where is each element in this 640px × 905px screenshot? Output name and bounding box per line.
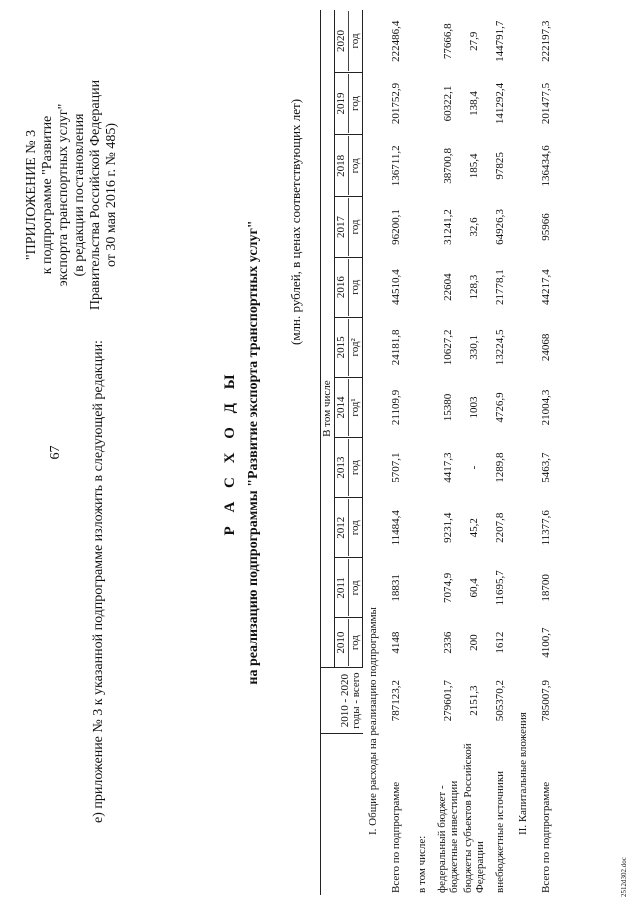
table-cell: 64926,3: [494, 209, 506, 245]
year-word: год: [349, 96, 361, 112]
table-cell: 24068: [540, 333, 552, 362]
table-cell: 60,4: [468, 578, 480, 598]
table-cell: 144791,7: [494, 20, 506, 62]
table-cell: 24181,8: [390, 329, 402, 366]
label-column-header: [321, 734, 363, 895]
table-cell: 11695,7: [494, 570, 506, 606]
year-word: год: [349, 158, 361, 174]
table-cell: 44217,4: [540, 269, 552, 306]
table-cell: 97825: [494, 152, 506, 180]
year-label: 2010: [336, 619, 349, 665]
year-word: год²: [349, 338, 361, 357]
row-label: внебюджетные источники: [494, 770, 506, 893]
year-column-header: [335, 135, 363, 197]
table-cell: 15380: [442, 393, 454, 422]
table-cell: 31241,2: [442, 209, 454, 245]
table-cell: 505370,2: [494, 680, 506, 722]
year-label: 2011: [336, 559, 349, 616]
table-cell: 21004,3: [540, 389, 552, 426]
table-cell: 22604: [442, 273, 454, 301]
year-word: год¹: [349, 398, 361, 417]
table-cell: 4726,9: [494, 392, 506, 423]
section-row: [513, 10, 533, 895]
year-label: 2015: [336, 319, 349, 376]
table-cell: 9231,4: [442, 512, 454, 543]
year-column-header: [335, 72, 363, 134]
table-cell: [409, 197, 435, 257]
table-cell: 11377,6: [540, 510, 552, 546]
table-cell: 185,4: [468, 153, 480, 179]
table-cell: -: [468, 465, 480, 470]
year-column-header: [335, 438, 363, 498]
document-subtitle: на реализацию подпрограммы "Развитие экспорта транспортных услуг": [246, 220, 261, 685]
appendix-title: "ПРИЛОЖЕНИЕ № 3: [24, 129, 39, 261]
table-cell: [409, 317, 435, 377]
year-label: 2017: [336, 198, 349, 255]
intro-text: е) приложение № 3 к указанной подпрограмме изложить в следующей редакции:: [91, 340, 106, 823]
year-column-header: [335, 197, 363, 257]
table-cell: 2151,3: [468, 685, 480, 716]
table-cell: 10627,2: [442, 329, 454, 366]
year-word: год: [349, 580, 361, 596]
year-word: год: [349, 635, 361, 651]
table-body: [363, 10, 560, 895]
table-cell: 7074,9: [442, 572, 454, 603]
row-label: бюджеты субъектов Российской Федерации: [462, 743, 486, 893]
year-word: год: [349, 33, 361, 49]
table-cell: [409, 377, 435, 437]
table-cell: 1003: [468, 396, 480, 419]
year-word: год: [349, 520, 361, 536]
appendix-line: от 30 мая 2016 г. № 485): [104, 122, 119, 268]
table-cell: [409, 257, 435, 317]
table-cell: 13224,5: [494, 329, 506, 366]
expenses-table: [320, 10, 559, 895]
appendix-line: (в редакции постановления: [72, 113, 87, 277]
year-label: 2020: [336, 11, 349, 71]
table-row: [461, 10, 487, 895]
table-cell: 201477,5: [540, 82, 552, 125]
table-cell: 2336: [442, 631, 454, 654]
table-cell: 136434,6: [540, 145, 552, 187]
page-number: 67: [48, 445, 63, 460]
table-cell: 45,2: [468, 518, 480, 538]
year-label: 2019: [336, 74, 349, 133]
table-cell: 5463,7: [540, 452, 552, 483]
section-title: I. Общие расходы на реализацию подпрограммы: [367, 607, 379, 835]
table-cell: [409, 618, 435, 667]
year-column-header: [335, 377, 363, 437]
table-cell: 18831: [390, 574, 402, 602]
table-cell: 4148: [390, 631, 402, 654]
table-cell: [409, 438, 435, 498]
in-that-number-header: В том числе: [321, 10, 335, 667]
year-label: 2014: [336, 379, 349, 436]
table-cell: 1289,8: [494, 452, 506, 483]
footer-file-code: 2512d302.doc: [620, 857, 628, 897]
year-column-header: [335, 317, 363, 377]
row-label: в том числе:: [416, 835, 428, 893]
appendix-line: экспорта транспортных услуг": [56, 103, 71, 287]
table-cell: 200: [468, 634, 480, 651]
table-cell: 21109,9: [390, 389, 402, 426]
row-label: Всего по подпрограмме: [540, 781, 552, 893]
table-cell: 330,1: [468, 334, 480, 360]
row-label: федеральный бюджет - бюджетные инвестиции: [436, 780, 460, 893]
table-cell: 787123,2: [390, 680, 402, 722]
table-cell: 21778,1: [494, 269, 506, 306]
table-cell: 38700,8: [442, 147, 454, 184]
year-column-header: [335, 618, 363, 667]
table-cell: 138,4: [468, 91, 480, 116]
table-cell: [409, 498, 435, 558]
year-label: 2013: [336, 439, 349, 496]
table-cell: [409, 135, 435, 197]
table-cell: 136711,2: [390, 145, 402, 187]
table-cell: 5707,1: [390, 452, 402, 483]
year-word: год: [349, 279, 361, 295]
document-title: Р А С Х О Д Ы: [222, 369, 238, 536]
appendix-line: к подпрограмме "Развитие: [40, 115, 55, 275]
table-row: [435, 10, 461, 895]
table-cell: 27,9: [468, 31, 480, 51]
table-cell: 95966: [540, 213, 552, 241]
table-cell: 279601,7: [442, 680, 454, 722]
table-cell: 44510,4: [390, 269, 402, 306]
table-cell: 32,6: [468, 217, 480, 237]
year-column-header: [335, 257, 363, 317]
year-column-header: [335, 558, 363, 618]
table-cell: 96200,1: [390, 209, 402, 245]
year-label: 2018: [336, 136, 349, 195]
section-title: II. Капитальные вложения: [517, 712, 529, 835]
table-cell: 4417,3: [442, 452, 454, 483]
table-row: [533, 10, 559, 895]
table-cell: 4100,7: [540, 627, 552, 658]
table-cell: [409, 667, 435, 734]
row-label: Всего по подпрограмме: [390, 781, 402, 893]
year-label: 2012: [336, 499, 349, 556]
table-cell: 1612: [494, 631, 506, 654]
appendix-line: Правительства Российской Федерации: [88, 79, 103, 311]
table-row: [487, 10, 513, 895]
section-row: [363, 10, 384, 895]
table-cell: 2207,8: [494, 512, 506, 543]
table-cell: 201752,9: [390, 82, 402, 125]
table-cell: 785007,9: [540, 680, 552, 722]
table-cell: 222486,4: [390, 20, 402, 62]
table-cell: 141292,4: [494, 82, 506, 125]
table-row: [383, 10, 409, 895]
year-word: год: [349, 219, 361, 235]
table-cell: [409, 558, 435, 618]
table-cell: [409, 72, 435, 134]
appendix-header: [24, 10, 120, 380]
table-cell: 77666,8: [442, 23, 454, 60]
table-cell: 60322,1: [442, 85, 454, 122]
year-column-header: [335, 10, 363, 72]
table-cell: 128,3: [468, 274, 480, 300]
table-row: [409, 10, 435, 895]
total-column-header: 2010 - 2020 годы - всего: [321, 667, 363, 734]
year-word: год: [349, 460, 361, 476]
table-cell: [409, 10, 435, 72]
table-cell: 11484,4: [390, 510, 402, 546]
year-column-header: [335, 498, 363, 558]
year-label: 2016: [336, 259, 349, 316]
units-note: (млн. рублей, в ценах соответствующих лет): [288, 98, 303, 345]
table-cell: 222197,3: [540, 20, 552, 62]
table-cell: 18700: [540, 574, 552, 602]
